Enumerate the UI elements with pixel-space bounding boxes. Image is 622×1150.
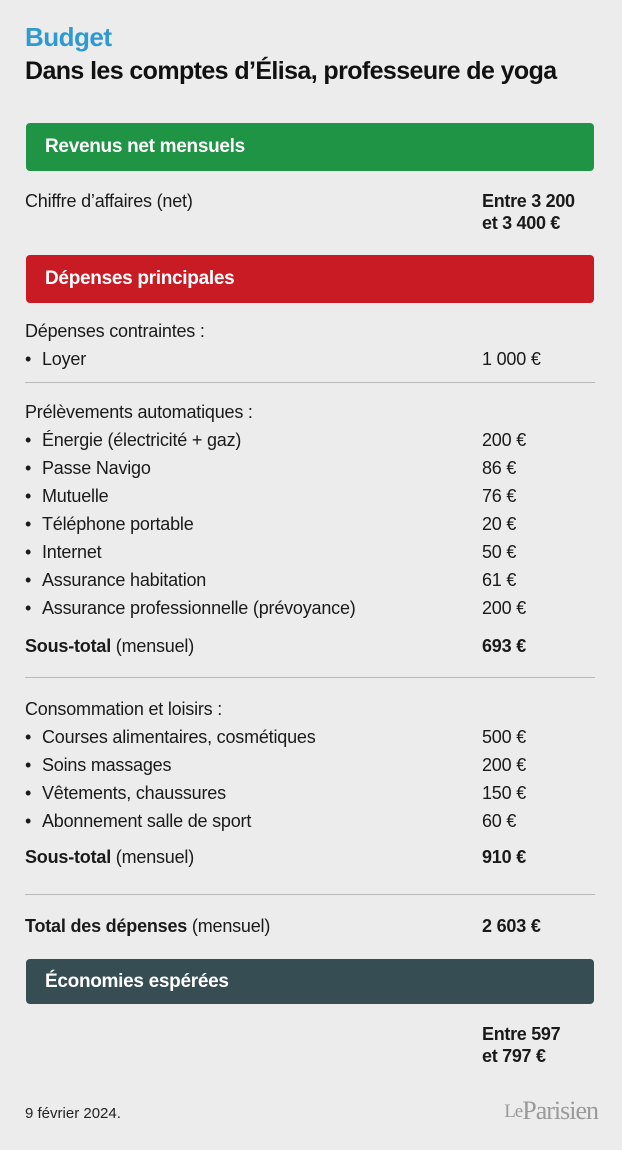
item-label: Soins massages <box>42 755 172 775</box>
economies-value-line2: et 797 € <box>482 1046 546 1066</box>
item-label: Vêtements, chaussures <box>42 783 226 803</box>
bullet-icon: • <box>25 458 32 478</box>
subtotal-note: (mensuel) <box>111 847 195 867</box>
bullet-icon: • <box>25 598 32 618</box>
subtotal-label: Sous-total <box>25 847 111 867</box>
total-row <box>25 912 595 940</box>
total-value: 2 603 € <box>482 916 541 936</box>
subtotal-row <box>25 843 595 871</box>
item-label: Internet <box>42 542 102 562</box>
depenses-band: Dépenses principales <box>26 255 594 303</box>
item-value: 20 € <box>482 514 517 534</box>
section-heading <box>25 695 595 723</box>
list-item <box>25 566 595 594</box>
page-title: Dans les comptes d’Élisa, professeure de yoga <box>25 57 557 85</box>
le-parisien-logo: LeParisien <box>504 1096 598 1125</box>
item-label: Téléphone portable <box>42 514 194 534</box>
item-value: 200 € <box>482 755 527 775</box>
bullet-icon: • <box>25 783 32 803</box>
economies-value <box>482 1023 560 1067</box>
item-value: 76 € <box>482 486 517 506</box>
item-value: 86 € <box>482 458 517 478</box>
economies-value-line1: Entre 597 <box>482 1024 561 1044</box>
bullet-icon: • <box>25 349 32 369</box>
item-value: 50 € <box>482 542 517 562</box>
bullet-icon: • <box>25 755 32 775</box>
divider <box>25 677 595 678</box>
publication-date: 9 février 2024. <box>25 1105 121 1122</box>
section-heading <box>25 317 595 345</box>
list-item <box>25 594 595 622</box>
divider <box>25 382 595 383</box>
bullet-icon: • <box>25 811 32 831</box>
list-item <box>25 538 595 566</box>
bullet-icon: • <box>25 514 32 534</box>
subtotal-label: Sous-total <box>25 636 111 656</box>
contraintes-heading: Dépenses contraintes : <box>25 321 205 341</box>
kicker: Budget <box>25 22 112 52</box>
section-heading <box>25 398 595 426</box>
item-value: 150 € <box>482 783 527 803</box>
item-label: Passe Navigo <box>42 458 151 478</box>
item-label: Abonnement salle de sport <box>42 811 252 831</box>
subtotal-value: 693 € <box>482 636 527 656</box>
consommation-heading: Consommation et loisirs : <box>25 699 223 719</box>
item-value: 61 € <box>482 570 517 590</box>
item-label: Courses alimentaires, cosmétiques <box>42 727 316 747</box>
subtotal-row <box>25 632 595 660</box>
item-value: 500 € <box>482 727 527 747</box>
item-value: 60 € <box>482 811 517 831</box>
item-value: 1 000 € <box>482 349 541 369</box>
revenus-band: Revenus net mensuels <box>26 123 594 171</box>
item-label: Énergie (électricité + gaz) <box>42 430 242 450</box>
prelevements-heading: Prélèvements automatiques : <box>25 402 253 422</box>
list-item <box>25 510 595 538</box>
list-item <box>25 779 595 807</box>
item-label: Mutuelle <box>42 486 109 506</box>
revenus-value-line1: Entre 3 200 <box>482 191 575 211</box>
list-item <box>25 345 595 373</box>
list-item <box>25 454 595 482</box>
list-item <box>25 482 595 510</box>
subtotal-note: (mensuel) <box>111 636 195 656</box>
bullet-icon: • <box>25 727 32 747</box>
item-label: Assurance habitation <box>42 570 207 590</box>
item-label: Assurance professionnelle (prévoyance) <box>42 598 356 618</box>
divider <box>25 894 595 895</box>
revenus-value <box>482 190 575 234</box>
list-item <box>25 751 595 779</box>
revenus-label: Chiffre d’affaires (net) <box>25 191 193 211</box>
bullet-icon: • <box>25 430 32 450</box>
item-label: Loyer <box>42 349 87 369</box>
list-item <box>25 807 595 835</box>
bullet-icon: • <box>25 570 32 590</box>
item-value: 200 € <box>482 598 527 618</box>
subtotal-value: 910 € <box>482 847 527 867</box>
revenus-value-line2: et 3 400 € <box>482 213 561 233</box>
economies-band: Économies espérées <box>26 959 594 1004</box>
item-value: 200 € <box>482 430 527 450</box>
bullet-icon: • <box>25 542 32 562</box>
total-note: (mensuel) <box>187 916 271 936</box>
list-item <box>25 426 595 454</box>
bullet-icon: • <box>25 486 32 506</box>
list-item <box>25 723 595 751</box>
total-label: Total des dépenses <box>25 916 188 936</box>
